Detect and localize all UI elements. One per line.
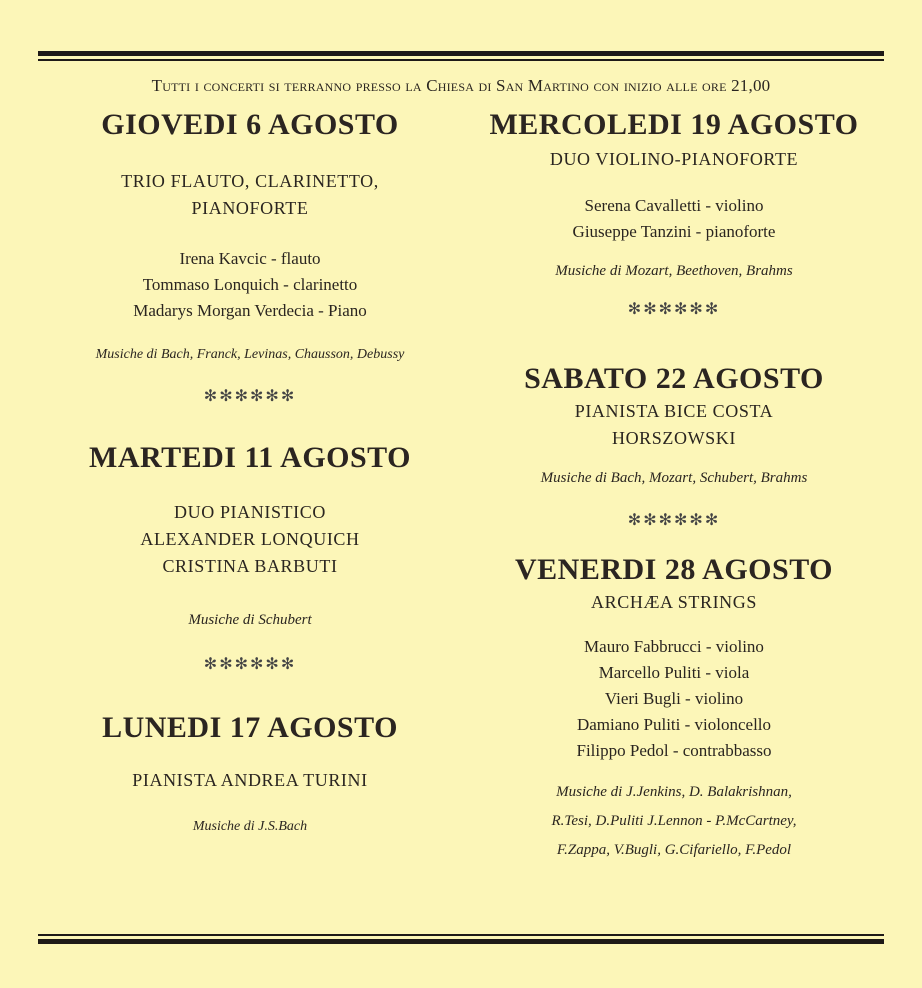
event-title: MARTEDI 11 AGOSTO <box>89 441 411 474</box>
program-line: Musiche di Mozart, Beethoven, Brahms <box>555 263 793 279</box>
program-line: Musiche di J.Jenkins, D. Balakrishnan, <box>556 784 792 800</box>
program-line: R.Tesi, D.Puliti J.Lennon - P.McCartney, <box>551 813 797 829</box>
performer-line: Tommaso Lonquich - clarinetto <box>142 275 358 294</box>
program-line: F.Zappa, V.Bugli, G.Cifariello, F.Pedol <box>556 842 792 858</box>
separator-stars: ✻✻✻✻✻✻ <box>203 388 297 405</box>
intro-note: Tutti i concerti si terranno presso la Chiesa di San Martino con inizio alle ore 21,00 <box>151 76 771 95</box>
performer-line: Marcello Puliti - viola <box>598 663 750 682</box>
event-title: GIOVEDI 6 AGOSTO <box>101 108 399 141</box>
performer-line: Filippo Pedol - contrabbasso <box>576 741 772 760</box>
program-line: Musiche di Schubert <box>188 612 312 628</box>
performer-line: Irena Kavcic - flauto <box>179 249 321 268</box>
separator-stars: ✻✻✻✻✻✻ <box>627 301 721 318</box>
performer-line: Serena Cavalletti - violino <box>584 196 764 215</box>
ensemble-line: CRISTINA BARBUTI <box>162 556 338 576</box>
program-line: Musiche di Bach, Franck, Levinas, Chausson, Debussy <box>95 347 405 362</box>
left-column <box>40 106 460 841</box>
event-title: LUNEDI 17 AGOSTO <box>102 711 398 744</box>
performer-line: Damiano Puliti - violoncello <box>576 715 772 734</box>
top-rule <box>38 51 884 61</box>
program-line: Musiche di J.S.Bach <box>192 819 308 834</box>
ensemble-line: PIANOFORTE <box>191 198 309 218</box>
separator-stars: ✻✻✻✻✻✻ <box>627 512 721 529</box>
right-column <box>462 106 886 865</box>
ensemble-line: ARCHÆA STRINGS <box>591 592 757 612</box>
performer-line: Giuseppe Tanzini - pianoforte <box>572 222 776 241</box>
event-title: VENERDI 28 AGOSTO <box>514 553 834 586</box>
program-line: Musiche di Bach, Mozart, Schubert, Brahms <box>540 470 808 486</box>
event-title: MERCOLEDI 19 AGOSTO <box>489 108 859 141</box>
separator-stars: ✻✻✻✻✻✻ <box>203 656 297 673</box>
ensemble-line: PIANISTA BICE COSTA <box>574 401 774 421</box>
bottom-rule <box>38 934 884 944</box>
performer-line: Madarys Morgan Verdecia - Piano <box>133 301 367 320</box>
ensemble-line: DUO PIANISTICO <box>174 502 326 522</box>
performer-line: Vieri Bugli - violino <box>604 689 744 708</box>
ensemble-line: HORSZOWSKI <box>611 428 736 448</box>
performer-line: Mauro Fabbrucci - violino <box>584 637 764 656</box>
ensemble-line: ALEXANDER LONQUICH <box>140 529 360 549</box>
event-title: SABATO 22 AGOSTO <box>524 362 824 395</box>
ensemble-line: TRIO FLAUTO, CLARINETTO, <box>121 171 379 191</box>
ensemble-line: DUO VIOLINO-PIANOFORTE <box>549 149 799 169</box>
ensemble-line: PIANISTA ANDREA TURINI <box>132 770 368 790</box>
